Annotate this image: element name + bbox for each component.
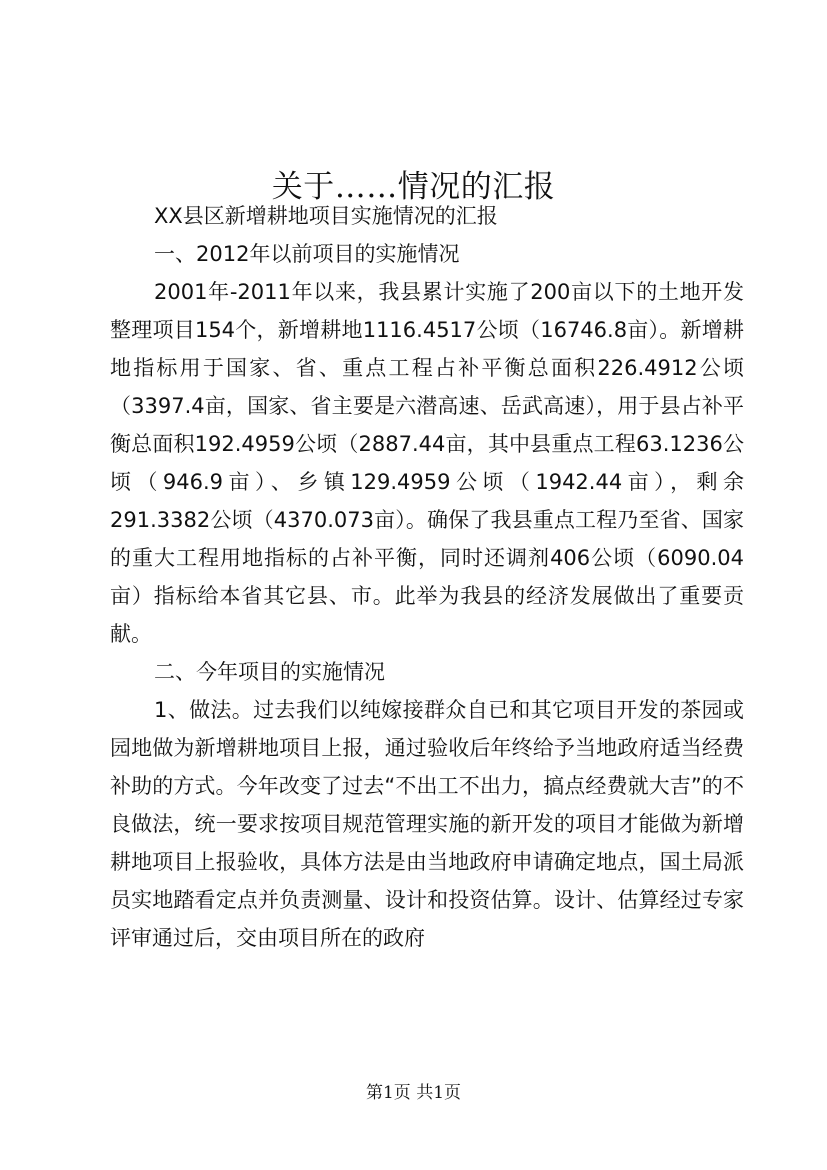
body-paragraph-1: 2001年-2011年以来，我县累计实施了200亩以下的土地开发整理项目154个，新增耕地1116.4517公顷（16746.8亩）。新增耕地指标用于国家、省、重点工程占补平衡总面积226.4912公顷（3397.4亩，国家、省主要是六潜高速、岳武高速），用于县占补平衡总面积192.4959公顷（2887.44亩，其中县重点工程63.1236公顷（946.9亩）、乡镇129.4959公顷（1942.44亩），剩余291.3382公顷（4370.073亩）。确保了我县重点工程乃至省、国家的重大工程用地指标的占补平衡，同时还调剂406公顷（6090.04亩）指标给本省其它县、市。此举为我县的经济发展做出了重要贡献。 bbox=[110, 280, 744, 646]
body-paragraph-2: 1、做法。过去我们以纯嫁接群众自已和其它项目开发的茶园或园地做为新增耕地项目上报，通过验收后年终给予当地政府适当经费补助的方式。今年改变了过去“不出工不出力，搞点经费就大吉”的不良做法，统一要求按项目规范管理实施的新开发的项目才能做为新增耕地项目上报验收，具体方法是由当地政府申请确定地点，国土局派员实地踏看定点并负责测量、设计和投资估算。设计、估算经过专家评审通过后，交由项目所在的政府 bbox=[110, 698, 744, 950]
document-title: 关于……情况的汇报 bbox=[271, 168, 556, 205]
page-footer: 第1页 共1页 bbox=[365, 1083, 462, 1103]
section-heading-2: 二、今年项目的实施情况 bbox=[154, 660, 385, 684]
document-body bbox=[110, 197, 744, 957]
report-subtitle: XX县区新增耕地项目实施情况的汇报 bbox=[154, 204, 498, 228]
section-heading-1: 一、2012年以前项目的实施情况 bbox=[154, 242, 460, 266]
